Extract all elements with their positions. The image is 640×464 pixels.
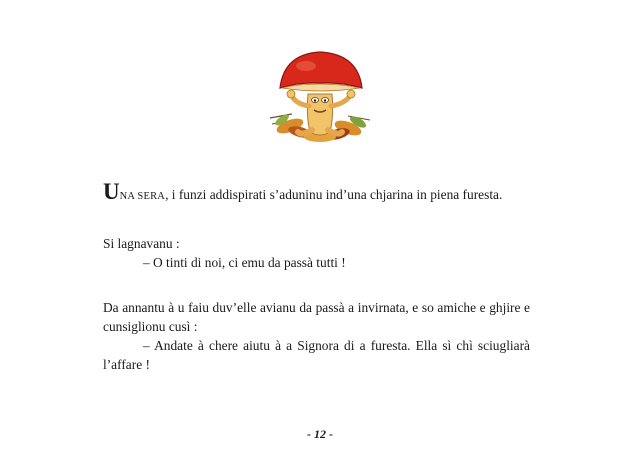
opening-text: , i funzi addispirati s’aduninu ind’una chjarina in piena furesta.: [165, 187, 503, 202]
lament-dialogue: – O tinti di noi, ci emu da passà tutti !: [143, 255, 346, 270]
advice-dialogue: – Andate à chere aiutu à a Signora di a furesta. Ella sì chì sciugliarà l’affare !: [103, 338, 530, 372]
lament-line: Si lagnavanu :: [103, 236, 180, 251]
advice-narration: Da annantu à u faiu duv’elle avianu da passà a invirnata, e so amiche e ghjire e cunsiglionu cusì :: [103, 300, 530, 334]
page-number: - 12 -: [307, 427, 333, 441]
opening-paragraph: [103, 179, 530, 206]
story-text: [103, 179, 530, 374]
mushroom-character-illustration: [262, 44, 378, 150]
mushroom-icon: [262, 44, 378, 150]
drop-cap: U: [103, 179, 120, 204]
small-caps-lead: NA SERA: [119, 191, 166, 202]
